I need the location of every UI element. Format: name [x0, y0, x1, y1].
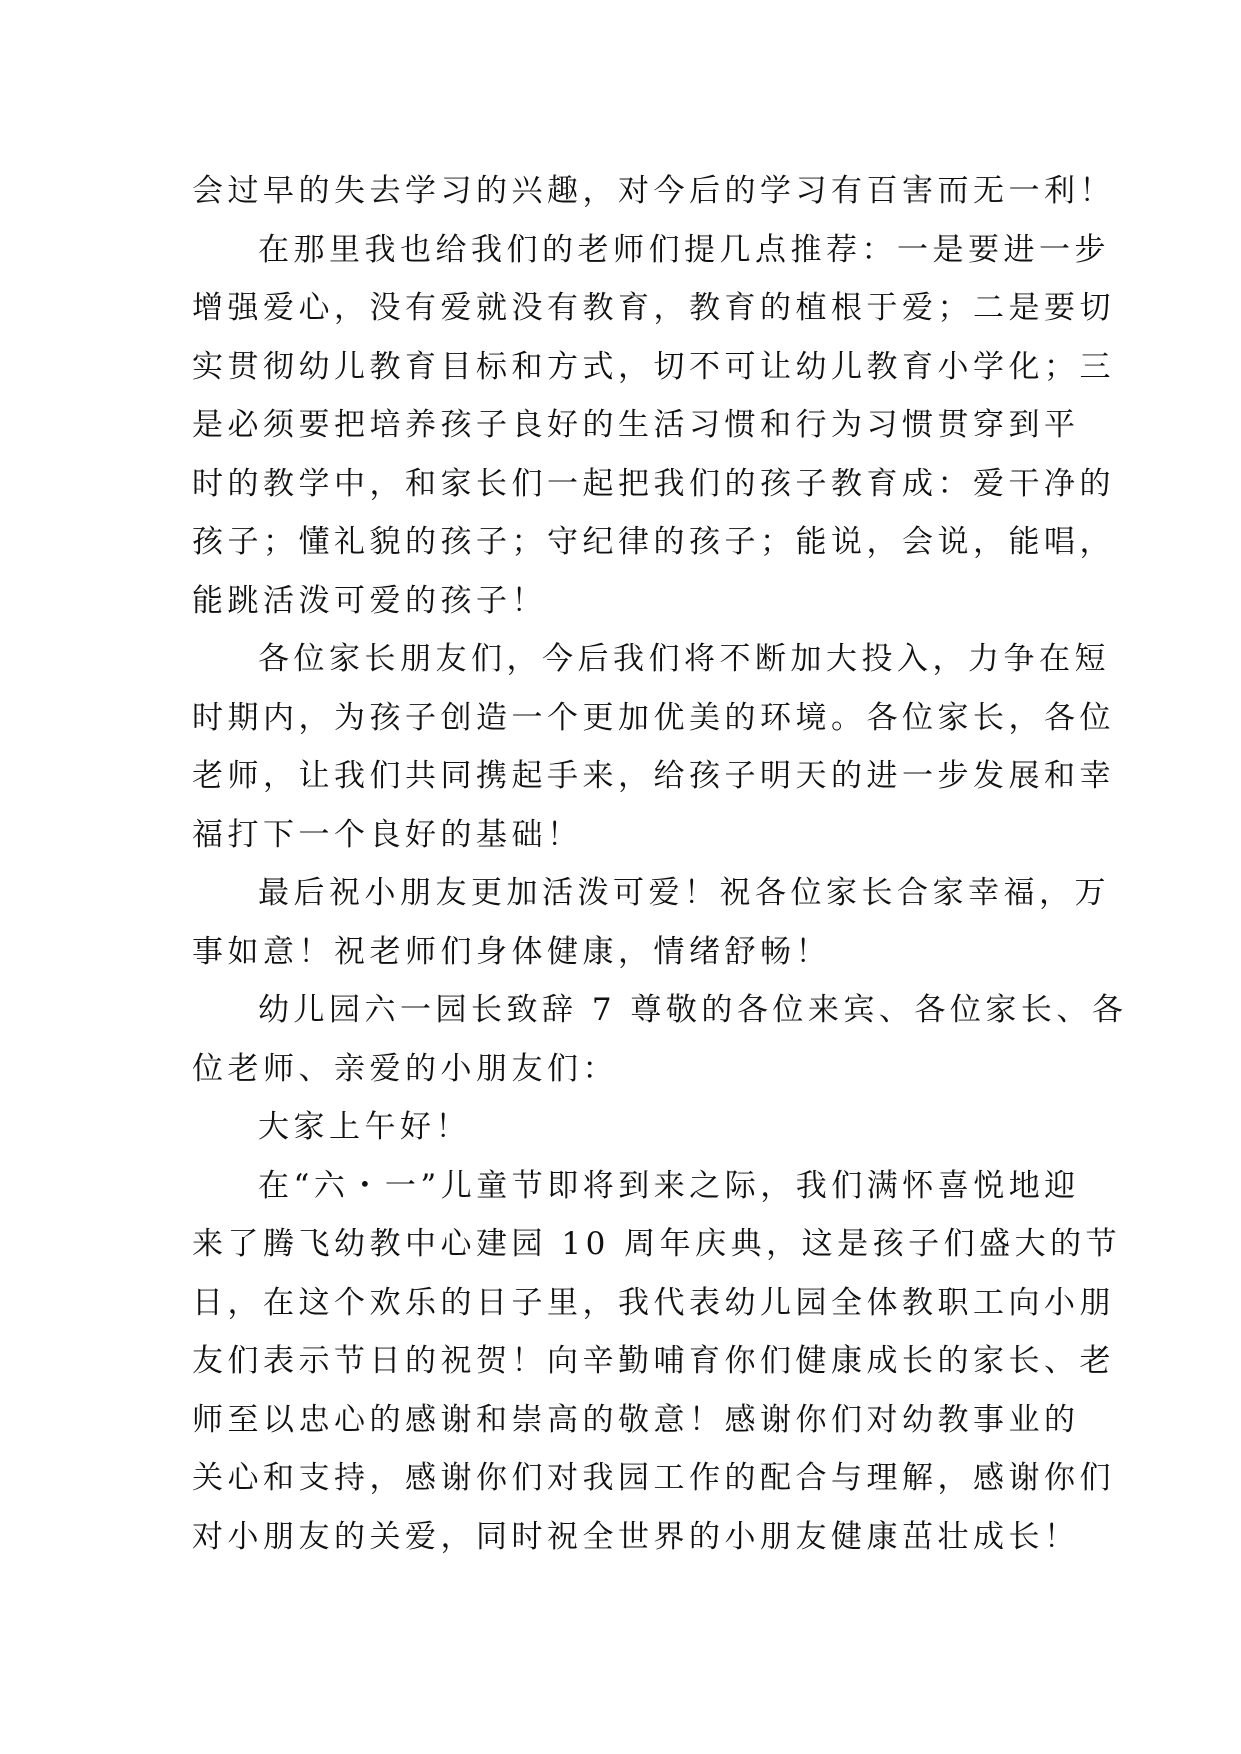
- text-line: 对小朋友的关爱，同时祝全世界的小朋友健康茁壮成长！: [192, 1518, 1080, 1555]
- text-line: 各位家长朋友们，今后我们将不断加大投入，力争在短: [258, 641, 1110, 677]
- text-line: 幼儿园六一园长致辞 7 尊敬的各位来宾、各位家长、各: [258, 992, 1128, 1028]
- document-body: [192, 162, 1128, 1566]
- text-line: 在“六・一”儿童节即将到来之际，我们满怀喜悦地迎: [258, 1167, 1080, 1204]
- text-line: 事如意！祝老师们身体健康，情绪舒畅！: [192, 933, 831, 970]
- text-line: 孩子；懂礼貌的孩子；守纪律的孩子；能说，会说，能唱，: [192, 524, 1115, 560]
- text-line: 关心和支持，感谢你们对我园工作的配合与理解，感谢你们: [192, 1460, 1115, 1496]
- text-line: 能跳活泼可爱的孩子！: [192, 582, 547, 619]
- text-line: 最后祝小朋友更加活泼可爱！祝各位家长合家幸福，万: [258, 875, 1110, 911]
- text-line: 老师，让我们共同携起手来，给孩子明天的进一步发展和幸: [192, 758, 1115, 794]
- text-line: 时的教学中，和家长们一起把我们的孩子教育成：爱干净的: [192, 465, 1115, 502]
- text-line: 会过早的失去学习的兴趣，对今后的学习有百害而无一利！: [192, 173, 1115, 209]
- text-line: 在那里我也给我们的老师们提几点推荐：一是要进一步: [258, 231, 1110, 268]
- text-line: 友们表示节日的祝贺！向辛勤哺育你们健康成长的家长、老: [192, 1343, 1115, 1379]
- text-line: 大家上午好！: [258, 1109, 471, 1145]
- text-line: 师至以忠心的感谢和崇高的敬意！感谢你们对幼教事业的: [192, 1401, 1080, 1438]
- text-line: 是必须要把培养孩子良好的生活习惯和行为习惯贯穿到平: [192, 407, 1080, 443]
- text-line: 福打下一个良好的基础！: [192, 816, 583, 853]
- text-line: 实贯彻幼儿教育目标和方式，切不可让幼儿教育小学化；三: [192, 348, 1115, 385]
- text-line: 日，在这个欢乐的日子里，我代表幼儿园全体教职工向小朋: [192, 1284, 1115, 1321]
- text-line: 位老师、亲爱的小朋友们：: [192, 1050, 618, 1087]
- text-line: 来了腾飞幼教中心建园 10 周年庆典，这是孩子们盛大的节: [192, 1226, 1122, 1262]
- text-line: 时期内，为孩子创造一个更加优美的环境。各位家长，各位: [192, 699, 1115, 736]
- text-line: 增强爱心，没有爱就没有教育，教育的植根于爱；二是要切: [192, 290, 1115, 326]
